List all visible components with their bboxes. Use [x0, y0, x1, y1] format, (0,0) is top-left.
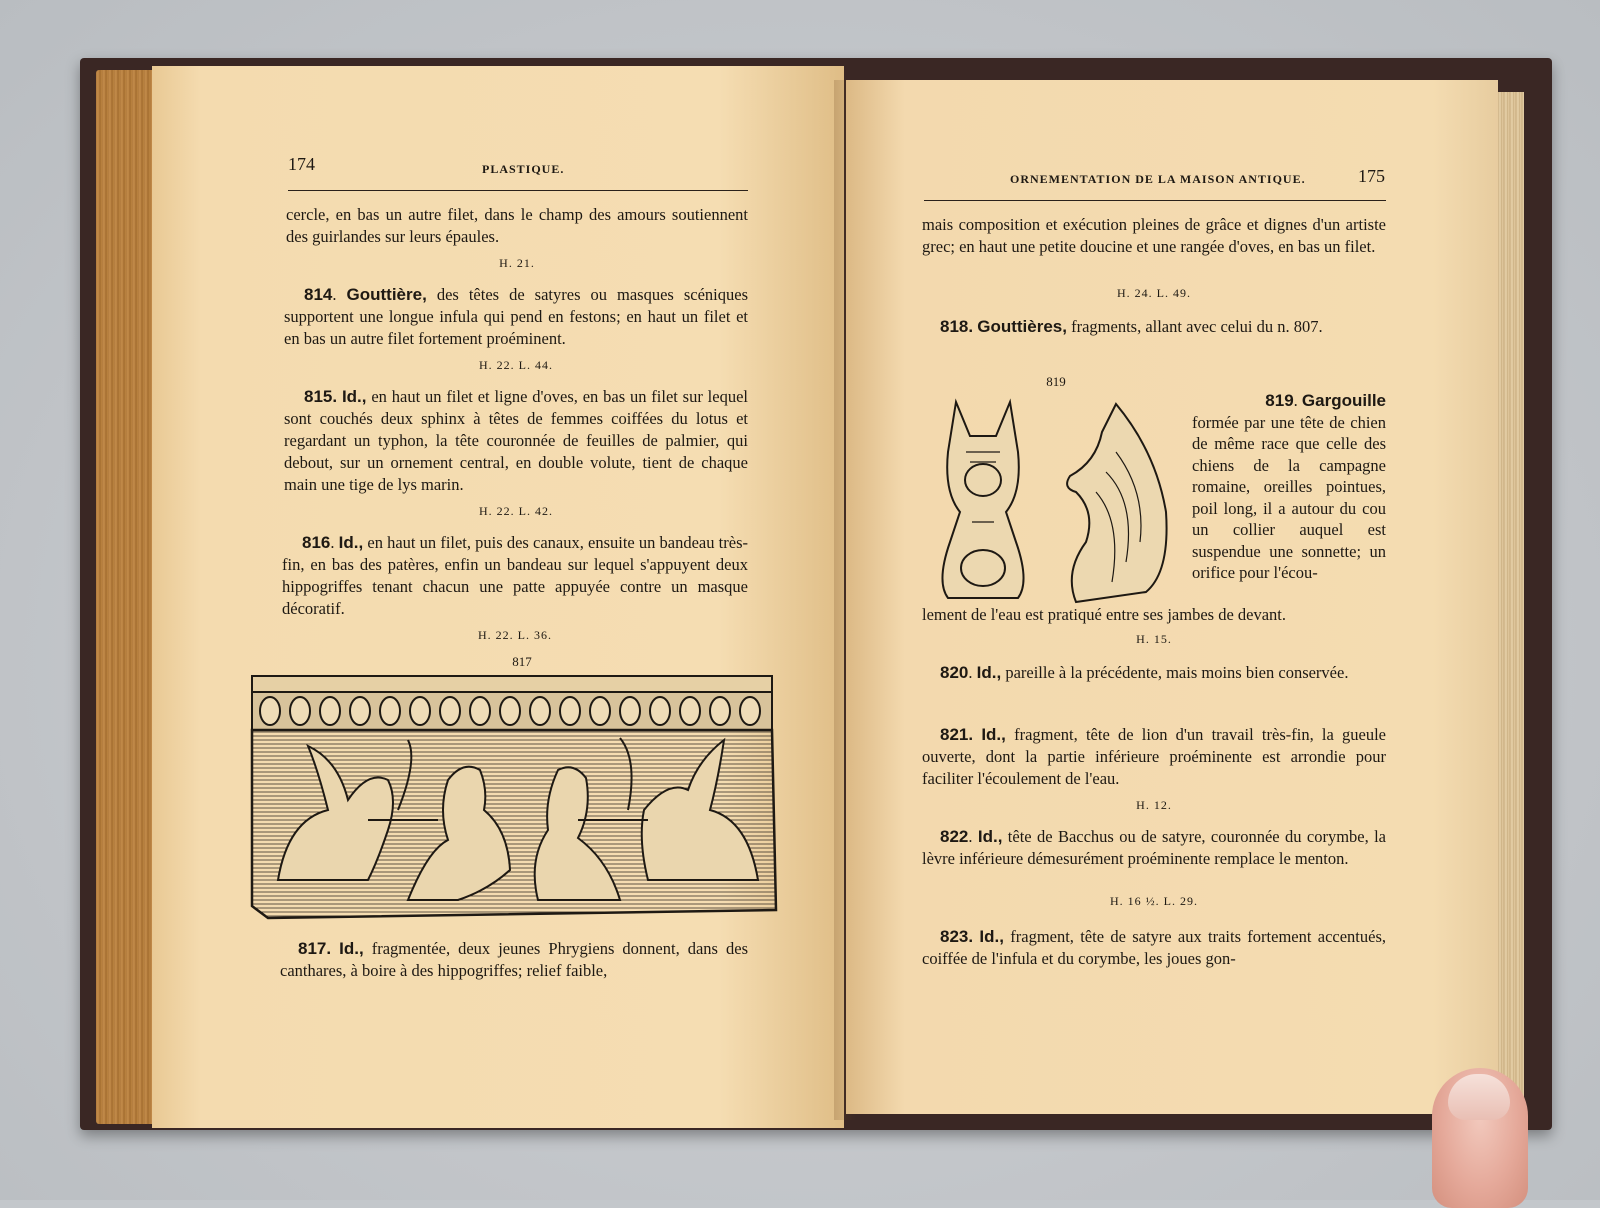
entry-text: fragments, allant avec celui du n. 807.: [1066, 317, 1323, 336]
entry-text: fragment, tête de lion d'un travail très-fin, la gueule ouverte, dont la partie inférieure proéminente est arrondie pour faciliter l'écoulement de l'eau.: [922, 725, 1387, 788]
entry-text: tête de Bacchus ou de satyre, couronnée du corymbe, la lèvre inférieure démesurément proéminente remplace le menton.: [922, 827, 1386, 868]
measure: H. 12.: [1136, 798, 1172, 812]
entry-number: 820: [940, 663, 969, 682]
entry-text: fragmentée, deux jeunes Phrygiens donnent, dans des canthares, à boire à des hippogriffes; relief faible,: [280, 939, 749, 980]
entry-number: 814: [304, 285, 333, 304]
entry-820: 820. Id., pareille à la précédente, mais moins bien conservée.: [940, 663, 1349, 682]
entry-818: [922, 316, 1386, 338]
entry-title: Id.,: [976, 663, 1002, 682]
header-rule: [924, 200, 1386, 201]
entry-text: formée par une tête de chien de même race que celle des chiens de la campagne romaine, oreilles pointues, poil long, il a autour du cou un collier auquel est suspendue une sonnette; un orifice pour l'écou-: [1192, 412, 1386, 582]
entry-number: 815.: [304, 387, 338, 406]
entry-819: 819. Gargouille formée par une tête de chien de même race que celle des chiens de la campagne romaine, oreilles pointues, poil long, il a autour du cou un collier auquel est suspendue une sonnette; un orifice pour l'écou-: [1192, 391, 1386, 582]
measure: H. 15.: [1136, 632, 1172, 646]
relief-engraving-817: [248, 670, 788, 930]
header-rule: [288, 190, 748, 191]
page-number: 174: [288, 154, 315, 174]
right-page: [846, 80, 1498, 1114]
entry-number: 818.: [940, 317, 974, 336]
entry-title: Id.,: [338, 533, 364, 552]
measure: H. 21.: [499, 256, 535, 270]
page-number: 175: [1358, 166, 1385, 186]
entry-title: Id.,: [339, 939, 364, 958]
entry-title: Id.,: [341, 387, 367, 406]
entry-text: en haut un filet et ligne d'oves, en bas un filet sur lequel sont couchés deux sphinx à têtes de femmes coiffées du lotus et regardant un typhon, la tête couronnée de feuilles de palmier, qui debout, sur un ornement central, en double volute, tient de chaque main une tige de lys marin.: [284, 387, 749, 494]
entry-816: 816. Id., en haut un filet, puis des canaux, ensuite un bandeau très-fin, en bas des patères, enfin un bandeau sur lequel s'appuyent deux hippogriffes tenant chacun une patte appuyée contre un masque décoratif.: [282, 533, 748, 618]
entry-title: Gouttière,: [346, 285, 427, 304]
thumbnail-nail: [1448, 1074, 1510, 1120]
entry-823: [922, 926, 1386, 970]
measure: H. 22. L. 44.: [479, 358, 553, 372]
entry-title: Id.,: [979, 927, 1004, 946]
opening-paragraph: cercle, en bas un autre filet, dans le champ des amours soutiennent des guirlandes sur leurs épaules.: [286, 205, 748, 246]
entry-815: [284, 386, 748, 496]
running-head: ORNEMENTATION DE LA MAISON ANTIQUE.: [1010, 172, 1306, 186]
entry-title: Id.,: [981, 725, 1006, 744]
entry-title: Gouttières,: [977, 317, 1067, 336]
entry-number: 819: [1265, 391, 1294, 410]
entry-text: en haut un filet, puis des canaux, ensuite un bandeau très-fin, en bas des patères, enfin un bandeau sur lequel s'appuyent deux hippogriffes tenant chacun une patte appuyée contre un masque décoratif.: [282, 533, 748, 618]
figure-label: 817: [512, 654, 532, 669]
measure: H. 24. L. 49.: [1117, 286, 1191, 300]
entry-814: 814. Gouttière, des têtes de satyres ou masques scéniques supportent une longue infula qui pend en festons; en haut un filet et en bas un autre filet fortement proéminent.: [284, 285, 749, 348]
entry-number: 817.: [298, 939, 332, 958]
entry-822: 822. Id., tête de Bacchus ou de satyre, couronnée du corymbe, la lèvre inférieure démesurément proéminente remplace le menton.: [922, 827, 1386, 868]
entry-817: [280, 938, 748, 982]
entry-title: Id.,: [977, 827, 1003, 846]
running-head: PLASTIQUE.: [482, 162, 565, 176]
entry-number: 822: [940, 827, 969, 846]
opening-paragraph: mais composition et exécution pleines de grâce et dignes d'un artiste grec; en haut une petite doucine et une rangée d'oves, en bas un filet.: [922, 215, 1386, 256]
measure: H. 22. L. 36.: [478, 628, 552, 642]
entry-819-continued: lement de l'eau est pratiqué entre ses jambes de devant.: [922, 605, 1286, 624]
figure-label: 819: [1046, 374, 1066, 389]
entry-821: [922, 724, 1386, 790]
measure: H. 16 ½. L. 29.: [1110, 894, 1198, 908]
left-page: [152, 66, 844, 1128]
entry-number: 821.: [940, 725, 974, 744]
gargoyle-engraving-819: [926, 392, 1192, 612]
entry-text: des têtes de satyres ou masques scéniques supportent une longue infula qui pend en festons; en haut un filet et en bas un autre filet fortement proéminent.: [284, 285, 749, 348]
entry-title: Gargouille: [1301, 391, 1386, 410]
measure: H. 22. L. 42.: [479, 504, 553, 518]
entry-text: pareille à la précédente, mais moins bien conservée.: [1001, 663, 1349, 682]
left-page-edges: [96, 70, 158, 1124]
entry-text: fragment, tête de satyre aux traits fortement accentués, coiffée de l'infula et du corymbe, les joues gon-: [922, 927, 1386, 968]
entry-number: 823.: [940, 927, 974, 946]
entry-number: 816: [302, 533, 331, 552]
